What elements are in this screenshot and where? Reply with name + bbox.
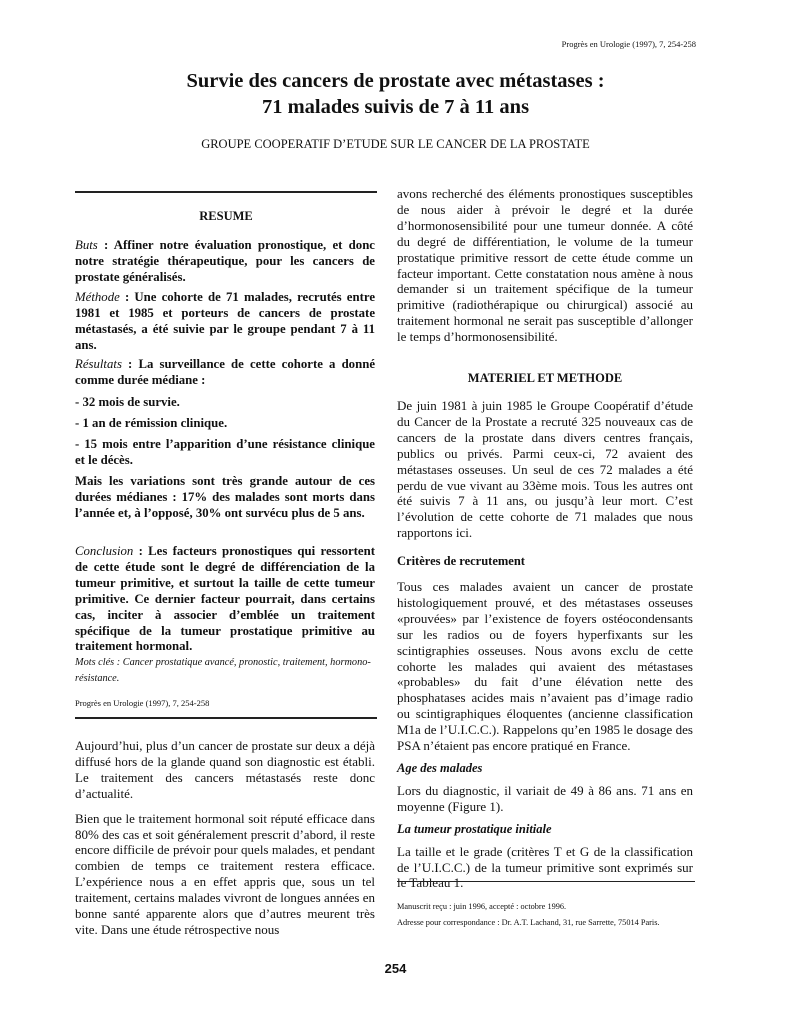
conclusion-text: : Les facteurs pronostiques qui ressortent de cette étude sont le degré de différenciation de la tumeur primitive, et surtout la taille de cette tumeur primitive. Ce dernier facteur pourrait, dans certains cas, inciter à associer d’emblée un traitement spécifique de la tumeur prostatique primitive au traitement hormonal. <box>75 544 375 654</box>
abstract-bottom-rule <box>75 717 377 719</box>
abstract-heading: RESUME <box>199 209 253 223</box>
abstract-variations: Mais les variations sont très grande autour de ces durées médianes : 17% des malades sont morts dans l’année et, à l’opposé, 30% ont survécu plus de 5 ans. <box>75 474 375 520</box>
footnote-rule <box>397 881 695 882</box>
intro-paragraph-1: Aujourd’hui, plus d’un cancer de prostate sur deux a déjà diffusé hors de la glande quand son diagnostic est établi. Le traitement des cancers métastasés reste donc d’actualité. <box>75 738 375 801</box>
resultats-label: Résultats <box>75 357 122 371</box>
intro-paragraph-2: Bien que le traitement hormonal soit réputé efficace dans 80% des cas et soit généralement prescrit d’abord, il reste encore difficile de prévoir pour quels malades, et pendant combien de temps ce traitement restera efficace. L’expérience nous a en effet appris que, sous un tel traitement, certains malades vivront de longues années en bonne santé apparente alors que d’autres meurent très vite. Dans une étude rétrospective nous <box>75 810 375 937</box>
methods-paragraph-1: De juin 1981 à juin 1985 le Groupe Coopératif d’étude du Cancer de la Prostate a recruté 325 nouveaux cas de cancers de la prostate dans divers centres français, publics ou privés. Parmi ceux-ci, 72 avaient des métastases osseuses. Un seul de ces 72 malades a été perdu de vue vivant au 33ème mois. Tous les autres ont été suivis 7 à 11 ans, ou jusqu’à leur mort. C’est l’évolution de cette cohorte de 71 malades que nous rapportons ici. <box>397 397 693 541</box>
section-heading-methods: MATERIEL ET METHODE <box>467 371 623 386</box>
buts-text: : Affiner notre évaluation pronostique, et donc notre stratégie thérapeutique, pour les cancers de prostate généralisés. <box>75 238 375 284</box>
left-body <box>75 738 375 947</box>
recrutement-paragraph: Tous ces malades avaient un cancer de prostate histologiquement prouvé, et des métastases osseuses «prouvées» par l’existence de foyers ostéocondensants sur les radios ou de foyers hyperfixants sur les scintigraphies osseuses. Nous avons exclu de cette cohorte les malades qui avaient des métastases «probables» du fait d’une élévation nette des phosphatases acides mais n’avaient pas d’image radio ou scintigraphiques éloquentes (ancienne classification M1a de l’U.I.C.C.). Rappelons qu’en 1985 le dosage des PSA n’étaient pas encore pratiqué en France. <box>397 579 693 754</box>
abstract-top-rule <box>75 191 377 193</box>
title-line-1: Survie des cancers de prostate avec métastases : <box>186 70 605 92</box>
methode-label: Méthode <box>75 290 120 304</box>
abstract-methode <box>75 290 375 354</box>
buts-label: Buts <box>75 238 98 252</box>
article-title <box>0 68 791 120</box>
methode-text: : Une cohorte de 71 malades, recrutés entre 1981 et 1985 et porteurs de cancers de prostate métastasés, a été suivie par le groupe pendant 7 à 11 ans. <box>75 290 375 352</box>
abstract-resultats <box>75 357 375 389</box>
keywords: Mots clés : Cancer prostatique avancé, pronostic, traitement, hormono-résistance. <box>75 657 371 684</box>
authors: GROUPE COOPERATIF D’ETUDE SUR LE CANCER DE LA PROSTATE <box>201 137 590 151</box>
footnote-received: Manuscrit reçu : juin 1996, accepté : octobre 1996. <box>397 902 567 911</box>
result-item-survie: - 32 mois de survie. <box>75 395 180 409</box>
conclusion-label: Conclusion <box>75 544 134 558</box>
page-number: 254 <box>384 961 407 976</box>
footnote-address: Adresse pour correspondance : Dr. A.T. Lachand, 31, rue Sarrette, 75014 Paris. <box>397 918 660 927</box>
age-paragraph: Lors du diagnostic, il variait de 49 à 86 ans. 71 ans en moyenne (Figure 1). <box>397 782 693 814</box>
resultats-text: : La surveillance de cette cohorte a donné comme durée médiane : <box>75 357 375 387</box>
tumeur-paragraph: La taille et le grade (critères T et G de la classification de l’U.I.C.C.) de la tumeur primitive sont exprimés sur le Tableau 1. <box>397 843 693 891</box>
subheading-recrutement: Critères de recrutement <box>397 554 525 569</box>
intro-continued: avons recherché des éléments pronostiques susceptibles de nous aider à prévoir le degré et la durée d’hormonosensibilité pour une tumeur donnée. A côté du degré de différentiation, le volume de la tumeur prostatique primitive ressort de cette étude comme un facteur important. Cette constatation nous amène à nous demander si un traitement spécifique de la tumeur primitive (radiothérapique ou chirurgical) associé au traitement hormonal ne serait pas susceptible d’allonger le temps d’hormonosensibilité. <box>397 186 693 345</box>
title-line-2: 71 malades suivis de 7 à 11 ans <box>261 96 530 118</box>
running-header: Progrès en Urologie (1997), 7, 254-258 <box>561 39 696 49</box>
subheading-age: Age des malades <box>397 761 483 775</box>
subheading-tumeur: La tumeur prostatique initiale <box>397 821 552 836</box>
abstract-citation: Progrès en Urologie (1997), 7, 254-258 <box>75 698 210 708</box>
result-item-resistance: - 15 mois entre l’apparition d’une résistance clinique et le décès. <box>75 437 375 467</box>
result-item-remission: - 1 an de rémission clinique. <box>75 416 228 430</box>
right-column <box>397 186 693 900</box>
abstract-conclusion <box>75 544 375 655</box>
abstract-buts <box>75 238 375 286</box>
